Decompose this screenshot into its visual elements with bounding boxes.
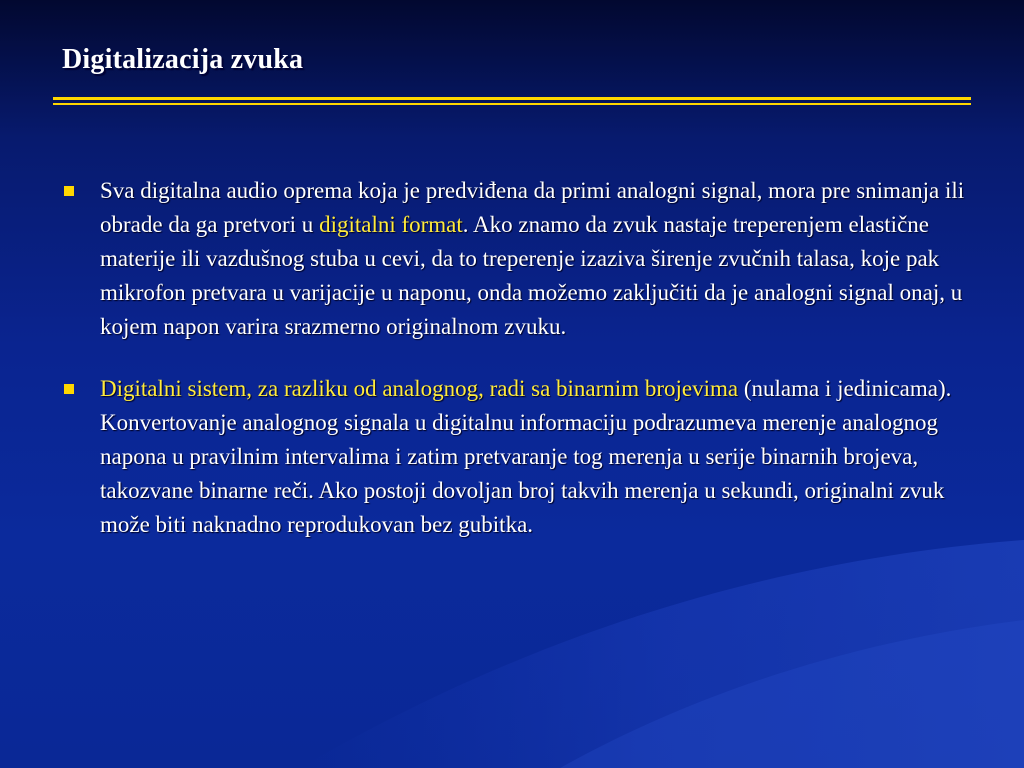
bullet-item-2 [58,372,968,542]
title-underline-top [53,97,971,100]
bullet-1-highlight: digitalni format [319,212,463,237]
bullet-text-2 [100,372,968,542]
square-bullet-icon [64,186,74,196]
bullet-1-text-after: . Ako znamo da zvuk nastaje treperenjem elastične materije ili vazdušnog stuba u cevi, da to treperenje izaziva širenje zvučnih talasa, koje pak mikrofon pretvara u varijacije u naponu, onda možemo zaključiti da je analogni signal onaj, u kojem napon varira srazmerno originalnom zvuku. [100,212,963,339]
bullet-text-1 [100,174,968,344]
bullet-item-1 [58,174,968,344]
bullet-2-highlight: Digitalni sistem, za razliku od analognog, radi sa binarnim brojevima [100,376,739,401]
square-bullet-icon [64,384,74,394]
bullet-2-text-after: (nulama i jedinicama). Konvertovanje analognog signala u digitalnu informaciju podrazumeva merenje analognog napona u pravilnim intervalima i zatim pretvaranje tog merenja u serije binarnih brojeva, takozvane binarne reči. Ako postoji dovoljan broj takvih merenja u sekundi, originalni zvuk može biti naknadno reprodukovan bez gubitka. [100,376,952,537]
bullet-list [58,174,968,570]
bullet-1-text-before: Sva digitalna audio oprema koja je predviđena da primi analogni signal, mora pre snimanja ili obrade da ga pretvori u [100,178,965,237]
slide-title: Digitalizacija zvuka [62,44,304,75]
title-underline-bottom [53,103,971,105]
